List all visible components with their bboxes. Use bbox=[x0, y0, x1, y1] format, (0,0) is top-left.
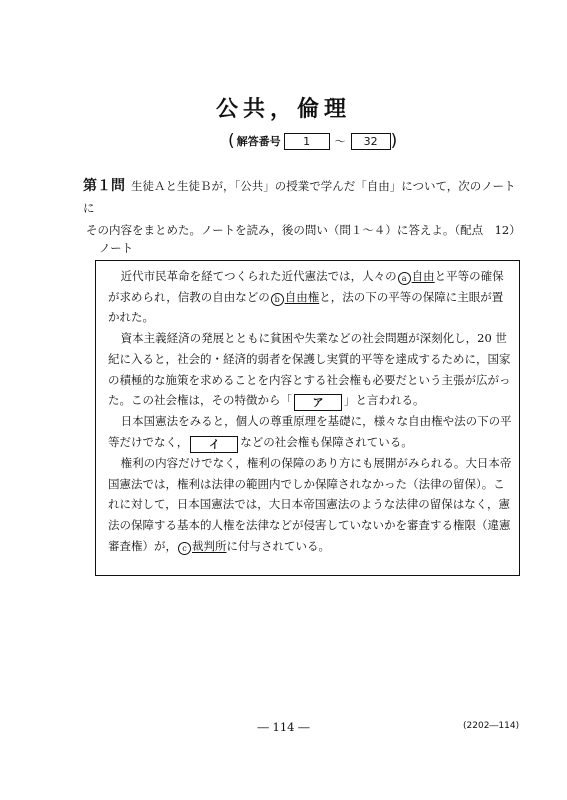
marker-c: c bbox=[178, 542, 191, 555]
question-line-1: 生徒Ａと生徒Ｂが，「公共」の授業で学んだ「自由」について，次のノートに bbox=[83, 179, 516, 215]
answer-number-range bbox=[228, 131, 397, 151]
marker-a: a bbox=[398, 272, 411, 285]
question-number: 第１問 bbox=[83, 178, 125, 194]
note-text: などの社会権も保障されている。 bbox=[240, 434, 413, 449]
answer-number-label: 解答番号 bbox=[236, 135, 281, 148]
answer-end-box: 32 bbox=[351, 133, 391, 150]
note-text: と平等の確保が求められ，信教の自由などの bbox=[108, 269, 504, 304]
page-code: (2202―114) bbox=[463, 721, 520, 731]
note-text: に付与されている。 bbox=[226, 538, 330, 553]
note-content bbox=[108, 266, 513, 556]
note-paragraph-3 bbox=[108, 411, 513, 453]
range-tilde: ～ bbox=[334, 135, 346, 148]
marker-b: b bbox=[271, 293, 284, 306]
note-text: 日本国憲法をみると，個人の尊重原理を基礎に，様々な自由権や法の下の平等だけでなく， bbox=[108, 414, 512, 449]
note-paragraph-4 bbox=[108, 453, 513, 557]
page-number: ― 114 ― bbox=[257, 720, 310, 734]
subject-title: 公共，倫理 bbox=[215, 97, 351, 122]
answer-start-box: 1 bbox=[284, 133, 330, 150]
open-paren: ( bbox=[228, 130, 235, 151]
blank-a-box: ア bbox=[294, 394, 342, 411]
term-liberty-rights: 自由権 bbox=[284, 289, 320, 304]
note-paragraph-2 bbox=[108, 328, 513, 411]
note-paragraph-1 bbox=[108, 266, 513, 328]
note-text: 」と言われる。 bbox=[344, 393, 425, 408]
note-text: 資本主義経済の発展とともに貧困や失業などの社会問題が深刻化し，20 世紀に入ると，社会的・経済的弱者を保護し実質的平等を達成するために，国家の積極的な施策を求めることを内容とする社会権も必要だという主張が広がった。この社会権は，その特徴から「 bbox=[108, 331, 511, 408]
term-freedom: 自由 bbox=[411, 269, 435, 283]
question-line-2: その内容をまとめた。ノートを読み，後の問い（問１～４）に答えよ。（配点 12） bbox=[86, 223, 521, 237]
question-intro bbox=[83, 175, 523, 241]
note-text: 権利の内容だけでなく，権利の保障のあり方にも展開がみられる。大日本帝国憲法では，権利は法律の範囲内でしか保障されなかった（法律の留保）。これに対して，日本国憲法では，大日本帝国憲法のような法律の留保はなく，憲法の保障する基本的人権を法律などが侵害していないかを審査する権限（違憲審査権）が， bbox=[108, 455, 512, 553]
term-court: 裁判所 bbox=[192, 538, 227, 553]
note-label: ノート bbox=[99, 241, 134, 255]
blank-i-box: イ bbox=[190, 436, 238, 453]
note-text: と，法の下の平等の保障に主眼が置かれた。 bbox=[108, 289, 504, 325]
note-text: 近代市民革命を経てつくられた近代憲法では，人々の bbox=[120, 269, 397, 283]
close-paren: ) bbox=[390, 130, 398, 151]
